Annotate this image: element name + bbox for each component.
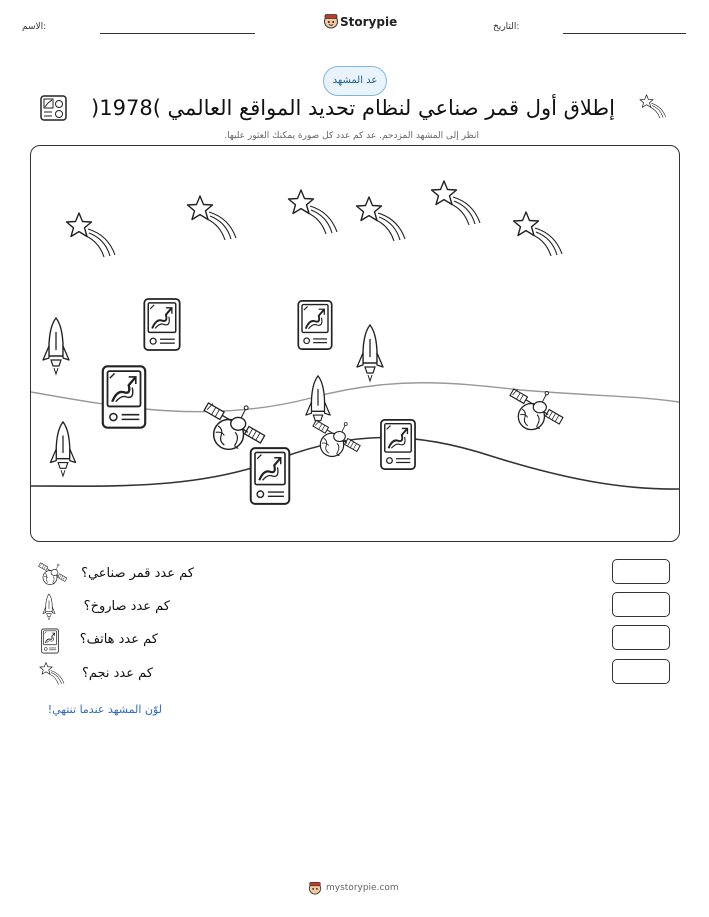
scene-drawing <box>31 146 679 541</box>
storypie-footer-logo-icon <box>308 880 322 894</box>
footer-url[interactable]: mystorypie.com <box>326 883 399 893</box>
name-label: الاسم: <box>22 22 47 32</box>
question-satellite: كم عدد قمر صناعي؟ <box>81 566 194 581</box>
question-phone: كم عدد هاتف؟ <box>79 632 158 647</box>
scene-satellite-1 <box>204 402 265 449</box>
phone-map-icon <box>40 95 67 121</box>
answer-box-rocket[interactable] <box>612 592 670 617</box>
brand-name: Storypie <box>340 15 398 29</box>
instructions-subtitle: انظر إلى المشهد المزدحم. عد كم عدد كل صورة يمكنك العثور عليها. <box>224 131 479 141</box>
scene-satellite-3 <box>313 420 360 457</box>
shooting-star-icon <box>638 92 670 120</box>
scene-star-6 <box>514 212 563 256</box>
counting-scene <box>30 145 680 542</box>
color-instruction: لوّن المشهد عندما تنتهي! <box>47 703 162 716</box>
date-label: التاريخ: <box>493 22 520 32</box>
name-line[interactable] <box>100 33 255 34</box>
scene-star-1 <box>67 213 116 257</box>
answer-box-phone[interactable] <box>612 625 670 650</box>
rocket-icon <box>40 593 58 621</box>
scene-phone-3 <box>103 366 145 427</box>
scene-star-2 <box>188 196 237 240</box>
storypie-logo-icon <box>323 13 339 29</box>
scene-star-4 <box>357 197 406 241</box>
scene-count-badge: عد المشهد <box>323 66 387 96</box>
scene-phone-2 <box>298 301 331 349</box>
answer-box-satellite[interactable] <box>612 559 670 584</box>
scene-star-3 <box>289 190 338 234</box>
question-star: كم عدد نجم؟ <box>81 666 153 681</box>
scene-satellite-2 <box>510 388 563 429</box>
scene-star-5 <box>432 181 481 225</box>
scene-rocket-4 <box>50 422 75 476</box>
shooting-star-icon <box>38 660 68 686</box>
scene-phone-4 <box>381 420 415 469</box>
phone-map-icon <box>40 628 60 654</box>
scene-rocket-3 <box>306 376 330 428</box>
scene-phone-5 <box>251 448 290 504</box>
satellite-icon <box>38 561 68 587</box>
scene-rocket-1 <box>43 318 69 374</box>
question-rocket: كم عدد صاروخ؟ <box>83 599 170 614</box>
scene-phone-1 <box>144 299 179 350</box>
scene-rocket-2 <box>357 325 383 381</box>
date-line[interactable] <box>563 33 686 34</box>
answer-box-star[interactable] <box>612 659 670 684</box>
page-title: إطلاق أول قمر صناعي لنظام تحديد المواقع العالمي )1978( <box>91 96 615 120</box>
